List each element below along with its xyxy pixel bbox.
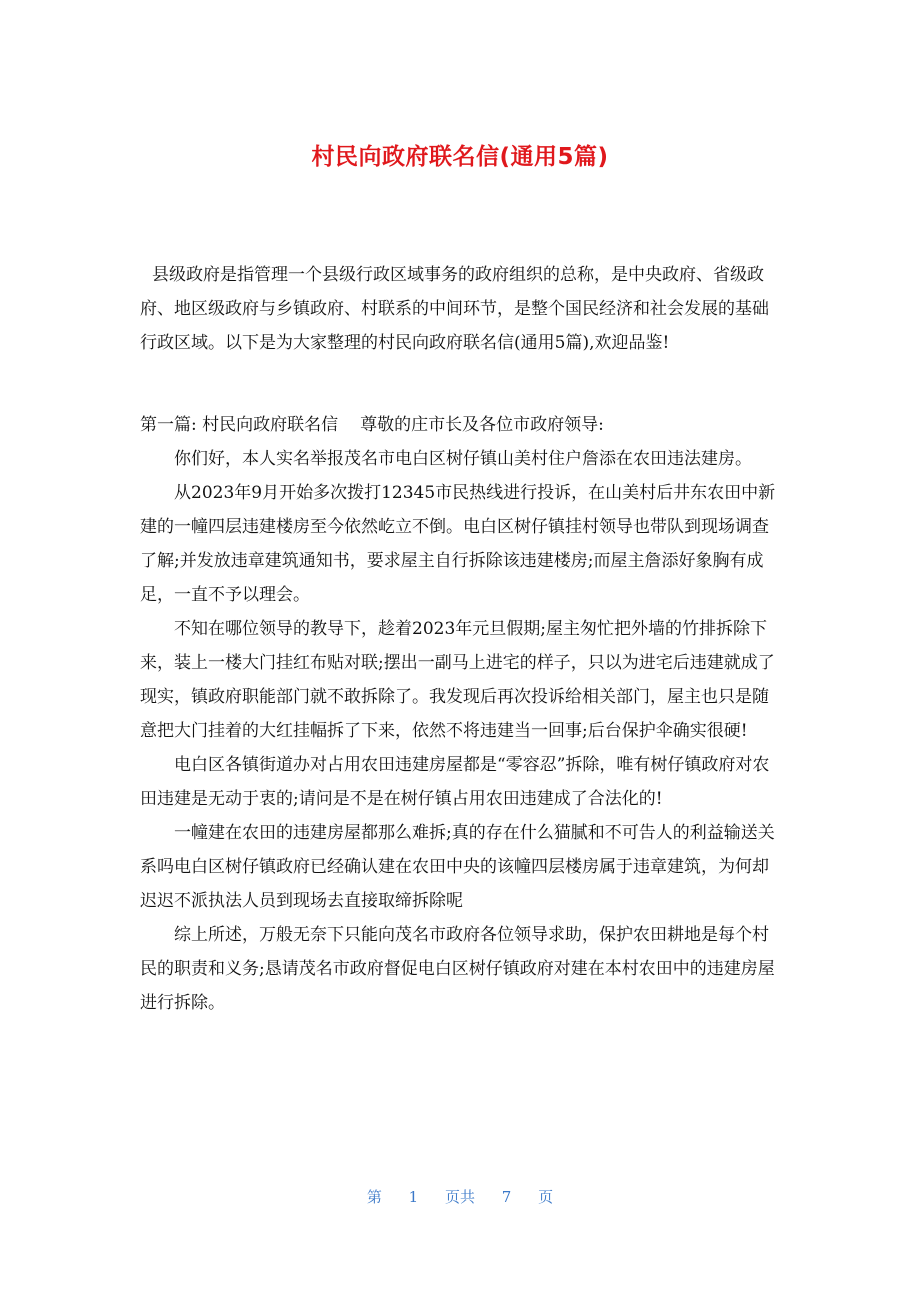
body-paragraph: 综上所述，万般无奈下只能向茂名市政府各位领导求助，保护农田耕地是每个村民的职责和义务;恳请茂名市政府督促电白区树仔镇政府对建在本村农田中的违建房屋进行拆除。	[140, 925, 775, 1013]
page-current: 1	[408, 1188, 419, 1206]
document-body	[140, 258, 780, 1020]
body-paragraph: 不知在哪位领导的教导下，趁着2023年元旦假期;屋主匆忙把外墙的竹排拆除下来，装上一楼大门挂红布贴对联;摆出一副马上进宅的样子，只以为进宅后违建就成了现实，镇政府职能部门就不敢拆除了。我发现后再次投诉给相关部门，屋主也只是随意把大门挂着的大红挂幅拆了下来，依然不将违建当一回事;后台保护伞确实很硬!	[140, 619, 775, 741]
section-heading-line	[140, 408, 780, 442]
intro-paragraph: 县级政府是指管理一个县级行政区域事务的政府组织的总称，是中央政府、省级政府、地区级政府与乡镇政府、村联系的中间环节，是整个国民经济和社会发展的基础行政区域。以下是为大家整理的村民向政府联名信(通用5篇),欢迎品鉴!	[140, 265, 769, 353]
page-footer	[0, 1186, 920, 1207]
document-title: 村民向政府联名信(通用5篇)	[311, 144, 609, 170]
page-label-prefix: 第	[366, 1188, 382, 1206]
body-paragraph: 从2023年9月开始多次拨打12345市民热线进行投诉，在山美村后井东农田中新建的一幢四层违建楼房至今依然屹立不倒。电白区树仔镇挂村领导也带队到现场调查了解;并发放违章建筑通知书，要求屋主自行拆除该违建楼房;而屋主詹添好象胸有成足，一直不予以理会。	[140, 483, 776, 605]
body-paragraph: 电白区各镇街道办对占用农田违建房屋都是“零容忍”拆除，唯有树仔镇政府对农田违建是无动于衷的;请问是不是在树仔镇占用农田违建成了合法化的!	[140, 755, 770, 809]
section-heading: 第一篇: 村民向政府联名信	[140, 415, 339, 435]
page-label-middle: 页共	[444, 1188, 475, 1206]
body-paragraph: 一幢建在农田的违建房屋都那么难拆;真的存在什么猫腻和不可告人的利益输送关系吗电白区树仔镇政府已经确认建在农田中央的该幢四层楼房属于违章建筑，为何却迟迟不派执法人员到现场去直接取缔拆除呢	[140, 823, 775, 911]
page-total: 7	[501, 1188, 512, 1206]
body-paragraph: 你们好，本人实名举报茂名市电白区树仔镇山美村住户詹添在农田违法建房。	[174, 449, 752, 469]
page-label-suffix: 页	[538, 1188, 554, 1206]
salutation: 尊敬的庄市长及各位市政府领导:	[360, 415, 604, 435]
